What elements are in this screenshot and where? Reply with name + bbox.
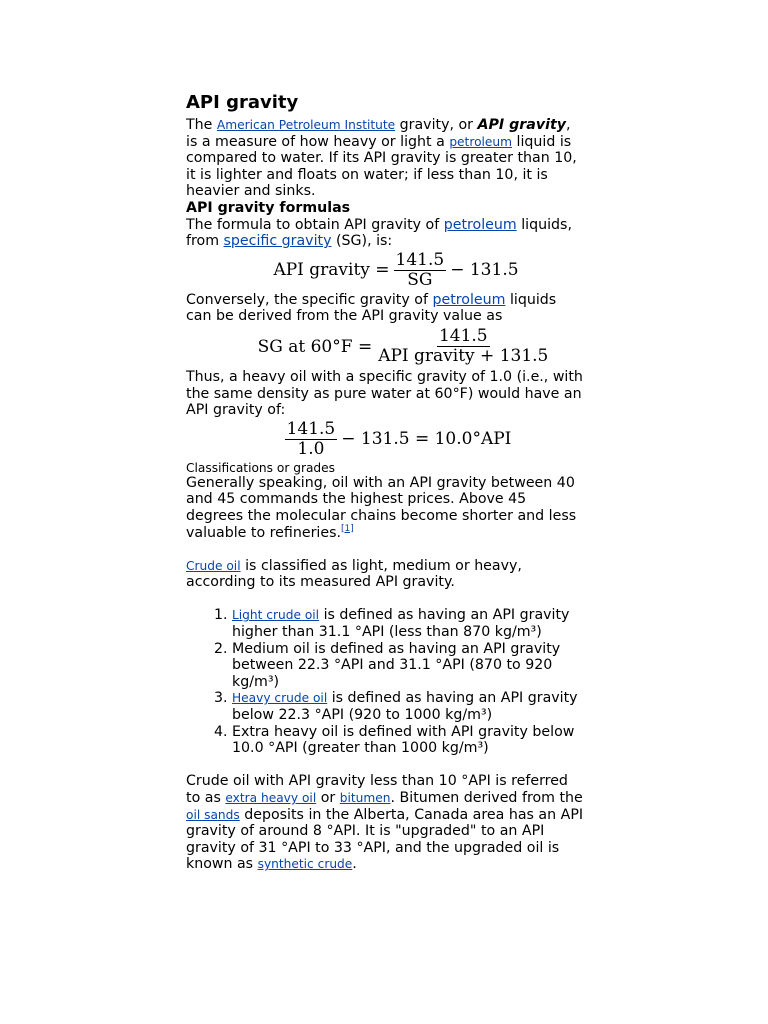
fraction: $\frac{141.5}{\text{API gravity + 131.5}}$ — [378, 326, 549, 367]
list-item: 2. Medium oil is defined as having an API gravity between 22.3 °API and 31.1 °API (870 to 920 kg/m³) — [232, 641, 586, 691]
fraction: $\frac{141.5}{1.0}$ — [286, 419, 336, 460]
classification-list — [186, 607, 586, 756]
link-bitumen[interactable]: bitumen — [339, 791, 391, 805]
link-crude-oil[interactable]: Crude oil — [186, 558, 241, 573]
converse-paragraph: Conversely, the specific gravity of petroleum liquids can be derived from the API gravity value as — [186, 291, 557, 325]
article — [186, 92, 586, 873]
page-title: API gravity — [186, 92, 299, 113]
general-paragraph: Generally speaking, oil with an API gravity between 40 and 45 commands the highest prices. Above 45 degrees the molecular chains become shorter and less valuable to refineries.[1] — [186, 474, 577, 541]
link-petroleum-3[interactable]: petroleum — [432, 291, 506, 308]
formula-intro-paragraph: The formula to obtain API gravity of petroleum liquids, from specific gravity (SG), is: — [186, 216, 572, 250]
fraction: $\frac{141.5}{SG}$ — [395, 250, 445, 291]
link-synthetic-crude[interactable]: synthetic crude — [257, 857, 353, 872]
list-item: 1. Light crude oil is defined as having an API gravity higher than 31.1 °API (less than 870 kg/m³) — [232, 607, 586, 640]
link-american-petroleum-institute[interactable]: American Petroleum Institute — [216, 118, 396, 132]
section-heading-classifications: Classifications or grades — [186, 460, 336, 475]
link-heavy-crude-oil[interactable]: Heavy crude oil — [232, 691, 328, 706]
closing-paragraph: Crude oil with API gravity less than 10 °API is referred to as extra heavy oil or bitumen. Bitumen derived from the oil sands deposits in the Alberta, Canada area has an API gravity of around 8 °API. It is "upgraded" to an API gravity of 31 °API to 33 °API, and the upgraded oil is known as synthetic crude. — [186, 773, 584, 873]
intro-paragraph: The American Petroleum Institute gravity, or API gravity, is a measure of how heavy or light a petroleum liquid is compared to water. If its API gravity is greater than 10, it is lighter and floats on water; if less than 10, it is heavier and sinks. — [186, 117, 577, 200]
equation-heavy-oil: $\frac{141.5}{1.0}$ − 131.5 = 10.0°API — [286, 419, 512, 460]
link-extra-heavy-oil[interactable]: extra heavy oil — [225, 791, 317, 805]
equation-api-gravity: API gravity = $\frac{141.5}{SG}$ − 131.5 — [273, 250, 519, 291]
crude-intro-paragraph: Crude oil is classified as light, medium or heavy, according to its measured API gravity. — [186, 557, 522, 591]
list-item: 3. Heavy crude oil is defined as having an API gravity below 22.3 °API (920 to 1000 kg/m³) — [232, 690, 586, 723]
reference-link[interactable]: [1] — [340, 523, 354, 534]
equation-specific-gravity: SG at 60°F = $\frac{141.5}{\text{API gravity + 131.5}}$ — [257, 326, 549, 367]
link-light-crude-oil[interactable]: Light crude oil — [232, 608, 320, 623]
bold-term: API gravity — [477, 117, 566, 133]
link-specific-gravity[interactable]: specific gravity — [223, 233, 332, 250]
heavy-oil-paragraph: Thus, a heavy oil with a specific gravity of 1.0 (i.e., with the same density as pure water at 60°F) would have an API gravity of: — [186, 368, 583, 419]
link-petroleum-2[interactable]: petroleum — [443, 216, 517, 233]
link-oil-sands[interactable]: oil sands — [186, 807, 240, 822]
section-heading-formulas: API gravity formulas — [186, 199, 351, 216]
list-item: 4. Extra heavy oil is defined with API gravity below 10.0 °API (greater than 1000 kg/m³) — [232, 724, 586, 757]
link-petroleum[interactable]: petroleum — [449, 134, 513, 149]
